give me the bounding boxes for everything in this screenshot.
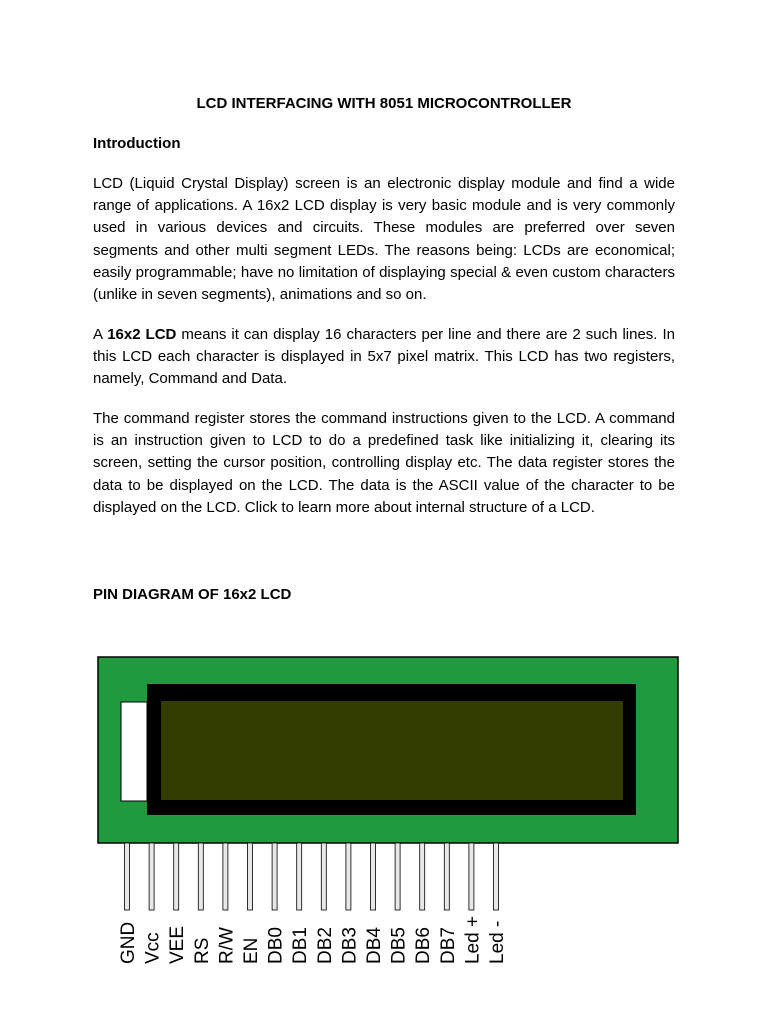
lcd-pins [125,843,499,910]
lcd-screen [161,701,623,800]
intro-heading: Introduction [93,135,181,152]
pin-db2 [321,843,326,910]
pin-en [248,843,253,910]
intro-paragraph: LCD (Liquid Crystal Display) screen is an electronic display module and find a wide range of applications. A 16x2 LCD display is very basic module and is very commonly used in various devices and circuits. These modules are preferred over seven segments and other multi segment LEDs. The reasons being: LCDs are economical; easily programmable; have no limitation of displaying special & even custom characters (unlike in seven segments), animations and so on. [93,175,675,304]
pin-db0 [272,843,277,910]
document-title: LCD INTERFACING WITH 8051 MICROCONTROLLER [196,95,572,112]
pin-label: DB5 [388,927,410,964]
pin-labels [118,916,508,964]
para-text: A [93,326,108,343]
pin-label: DB6 [413,927,435,964]
lcd-connector [121,702,147,801]
pin-label: RS [191,937,213,964]
pin-label: DB3 [339,927,361,964]
pin-db5 [395,843,400,910]
pin-label: DB7 [437,927,459,964]
pin-label: Led - [487,920,508,964]
pin-db7 [444,843,449,910]
pin-vcc [149,843,154,910]
pin-label: Vcc [142,932,164,964]
para-text: means it can display 16 characters per line and there are 2 such lines. In this LCD each character is displayed in 5x7 pixel matrix. This LCD has two registers, namely, Command and Data. [93,326,675,388]
pin-label: GND [118,921,139,964]
pin-gnd [125,843,130,910]
pin-label: DB0 [265,927,287,964]
pin-r-w [223,843,228,910]
pin-label: Led + [462,915,484,964]
register-paragraph: The command register stores the command instructions given to the LCD. A command is an instruction given to LCD to do a predefined task like initializing it, clearing its screen, setting the cursor position, controlling display etc. The data register stores the data to be displayed on the LCD. The data is the ASCII value of the character to be displayed on the LCD. Click to learn more about internal structure of a LCD. [93,410,675,516]
pin-label: DB2 [314,927,336,964]
pin-label: DB1 [290,927,312,964]
para-bold-text: 16x2 LCD [107,326,177,343]
pin-rs [198,843,203,910]
pin-led [469,843,474,910]
pin-db4 [371,843,376,910]
pin-led [494,843,499,910]
pin-diagram-heading: PIN DIAGRAM OF 16x2 LCD [93,586,292,603]
pin-label: VEE [167,925,189,964]
pin-label: EN [241,937,262,964]
pin-db3 [346,843,351,910]
pin-vee [174,843,179,910]
pin-db1 [297,843,302,910]
pin-label: DB4 [364,927,385,964]
pin-label: R/W [216,927,238,964]
pin-db6 [420,843,425,910]
